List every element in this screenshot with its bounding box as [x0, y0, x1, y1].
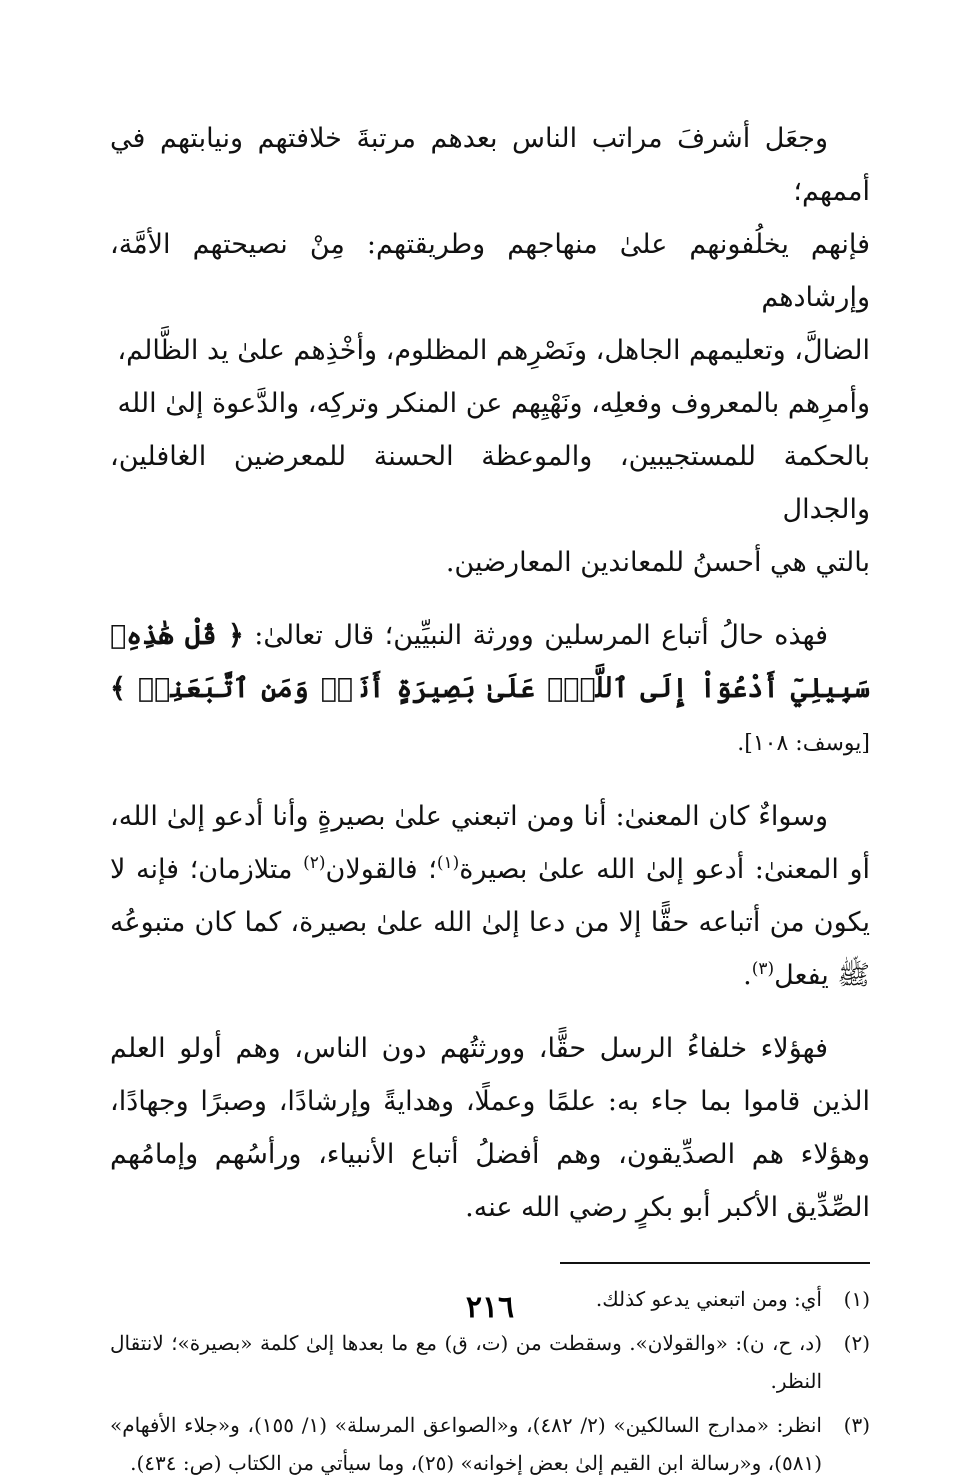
footnote-2 — [110, 1324, 870, 1400]
footnote-number: (٣) — [843, 1413, 870, 1437]
paragraph-3-text: وسواءٌ كان المعنىٰ: أنا ومن اتبعني علىٰ بصيرةٍ وأنا أدعو إلىٰ الله، أو المعنىٰ: أدعو إلىٰ الله علىٰ بصيرة — [110, 801, 870, 885]
footnote-ref-1[interactable]: (١) — [436, 853, 460, 873]
paragraph-3-text: ؛ فالقولان — [325, 854, 437, 885]
footnote-number: (١) — [843, 1287, 870, 1311]
footnote-ref-3[interactable]: (٣) — [751, 959, 775, 979]
paragraph-2 — [110, 609, 870, 770]
paragraph-1-line: وأمرِهم بالمعروف وفعلِه، ونَهْيِهم عن المنكر وتركِه، والدَّعوة إلىٰ الله — [117, 388, 870, 419]
paragraph-3-text: . — [743, 960, 752, 991]
verse-reference: [يوسف: ١٠٨]. — [737, 731, 870, 756]
quran-verse: ﴿ قُلْ هَٰذِهِۦ سَبِيلِيٓ أَدْعُوٓاْ إِلَى ٱللَّهِۚ عَلَىٰ بَصِيرَةٍ أَنَا۠ وَمَنِ ٱتَّبَعَنِيۖ ﴾ — [110, 620, 870, 704]
paragraph-3-text: متلازمان؛ فإنه لا يكون من أتباعه حقًّا إلا من دعا إلىٰ الله علىٰ بصيرة، كما كان متبوعُه ﷺ يفعل — [110, 854, 870, 991]
page-number: ٢١٦ — [465, 1291, 515, 1324]
paragraph-1-line: بالتي هي أحسنُ للمعاندين المعارضين. — [445, 547, 870, 578]
footnote-text: أي: ومن اتبعني يدعو كذلك. — [595, 1287, 822, 1311]
footnote-3 — [110, 1406, 870, 1482]
footnote-divider — [560, 1262, 870, 1264]
paragraph-1-line: بالحكمة للمستجيبين، والموعظة الحسنة للمعرضين الغافلين، والجدال — [110, 441, 870, 525]
paragraph-1-line: وجعَل أشرفَ مراتب الناس بعدهم مرتبةَ خلافتهم ونيابتهم في أممهم؛ — [110, 123, 870, 207]
paragraph-1-line: الضالَّ، وتعليمهم الجاهل، ونَصْرِهم المظلوم، وأخْذِهم علىٰ يد الظَّالم، — [117, 335, 870, 366]
footnote-text: انظر: «مدارج السالكين» (٢/ ٤٨٢)، و«الصواعق المرسلة» (١/ ١٥٥)، و«جلاء الأفهام» (٥٨١)، و«رسالة ابن القيم إلىٰ بعض إخوانه» (٢٥)، وما سيأتي من الكتاب (ص: ٤٣٤). — [110, 1413, 822, 1475]
paragraph-4: فهؤلاء خلفاءُ الرسل حقًّا، وورثتُهم دون الناس، وهم أولو العلم الذين قاموا بما جاء به: علمًا وعملًا، وهدايةً وإرشادًا، وصبرًا وجهادًا، وهؤلاء هم الصدِّيقون، وهم أفضلُ أتباع الأنبياء، ورأسُهم وإمامُهم الصِّدِّيق الأكبر أبو بكرٍ رضي الله عنه. — [110, 1033, 870, 1223]
paragraph-3 — [110, 790, 870, 1002]
paragraph-1 — [110, 112, 870, 589]
footnote-ref-2[interactable]: (٢) — [303, 853, 326, 873]
footnote-text: (د، ح، ن): «والقولان». وسقطت من (ت، ق) مع ما بعدها إلىٰ كلمة «بصيرة»؛ لانتقال النظر. — [110, 1331, 822, 1393]
paragraph-2-intro: فهذه حالُ أتباع المرسلين وورثة النبيِّين؛ قال تعالىٰ: — [254, 620, 828, 651]
paragraph-1-line: فإنهم يخلُفونهم علىٰ منهاجهم وطريقتهم: مِنْ نصيحتهم الأمَّة، وإرشادهم — [110, 229, 870, 313]
footnote-number: (٢) — [843, 1331, 870, 1355]
